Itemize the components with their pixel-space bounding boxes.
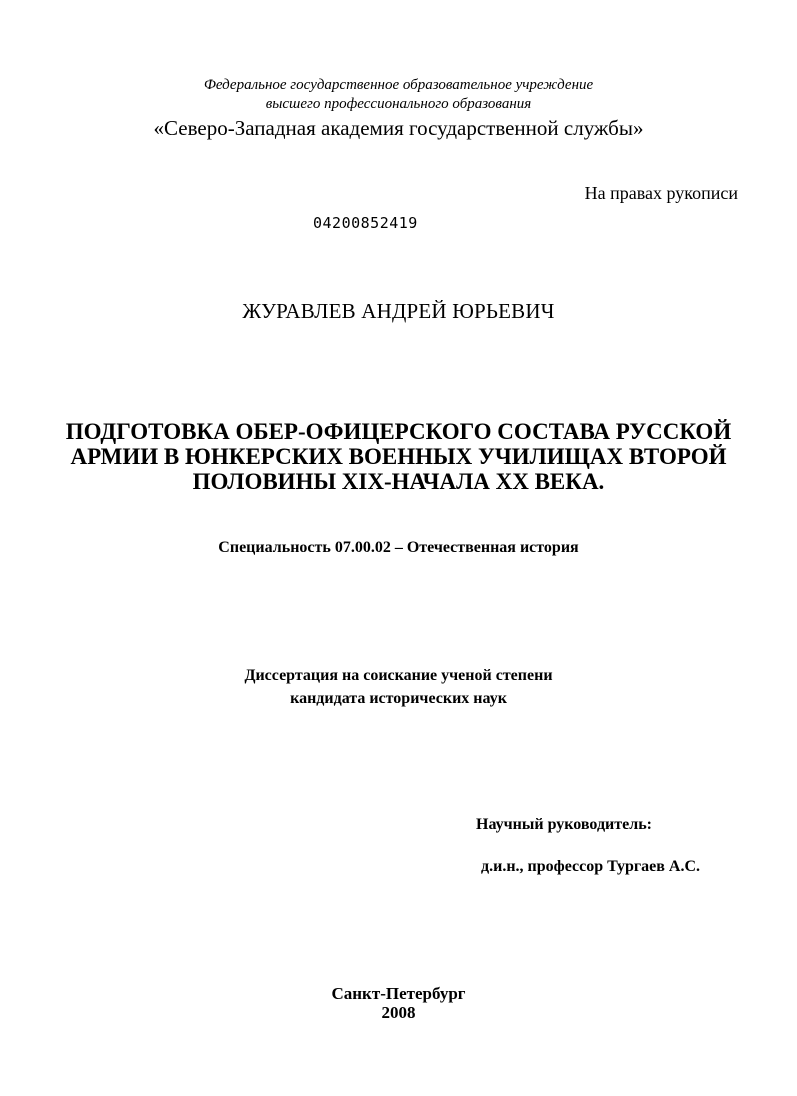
degree-line-1: Диссертация на соискание ученой степени: [244, 667, 553, 684]
thesis-title-line-3: ПОЛОВИНЫ XIX-НАЧАЛА XX ВЕКА.: [192, 469, 605, 494]
thesis-title-line-2: АРМИИ В ЮНКЕРСКИХ ВОЕННЫХ УЧИЛИЩАХ ВТОРОЙ: [70, 444, 727, 469]
institution-level-line: высшего профессионального образования: [265, 96, 532, 112]
thesis-title-line-1: ПОДГОТОВКА ОБЕР-ОФИЦЕРСКОГО СОСТАВА РУССКОЙ: [65, 419, 732, 444]
stamp-number: 04200852419: [313, 214, 418, 232]
year: 2008: [381, 1003, 416, 1022]
institution-name: «Северо-Западная академия государственной службы»: [153, 116, 644, 140]
institution-type-line: Федеральное государственное образовательное учреждение: [203, 77, 594, 93]
supervisor-name: д.и.н., профессор Тургаев А.С.: [481, 858, 701, 875]
supervisor-label: Научный руководитель:: [476, 816, 652, 833]
rights-note: На правах рукописи: [584, 183, 738, 203]
author-name: ЖУРАВЛЕВ АНДРЕЙ ЮРЬЕВИЧ: [242, 299, 555, 323]
specialty: Специальность 07.00.02 – Отечественная история: [218, 539, 579, 556]
degree-line-2: кандидата исторических наук: [290, 690, 507, 707]
city: Санкт-Петербург: [331, 984, 466, 1003]
